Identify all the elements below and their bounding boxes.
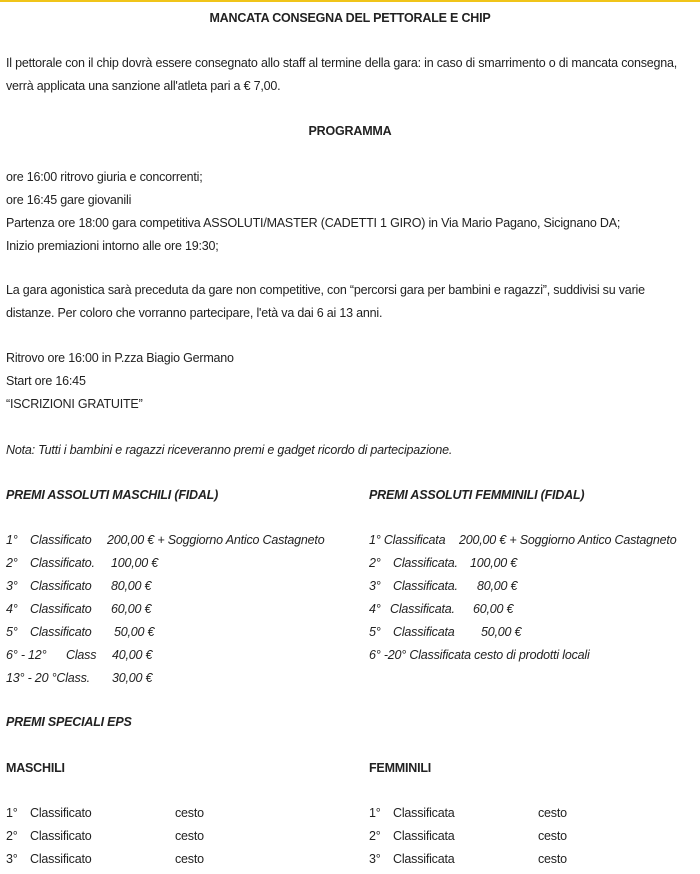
chip-section-text: Il pettorale con il chip dovrà essere consegnato allo staff al termine della gara: in caso di smarrimento o di mancata consegna, verrà applicata una sanzione all'atleta pari a € 7,00. [6, 56, 678, 93]
programma-title: PROGRAMMA [308, 124, 392, 138]
programma-line: ore 16:45 gare giovanili [6, 193, 132, 207]
programma-line: ore 16:00 ritrovo giuria e concorrenti; [6, 170, 203, 184]
eps-male-title: MASCHILI [6, 761, 65, 775]
programma-line: Inizio premiazioni intorno alle ore 19:30; [6, 239, 219, 253]
programma-line: Partenza ore 18:00 gara competitiva ASSOLUTI/MASTER (CADETTI 1 GIRO) in Via Mario Pagano, Sicignano DA; [6, 216, 621, 230]
eps-female-title: FEMMINILI [369, 761, 432, 775]
chip-section-title: MANCATA CONSEGNA DEL PETTORALE E CHIP [209, 11, 491, 25]
eps-prizes-title: PREMI SPECIALI EPS [6, 715, 132, 729]
top-accent-bar [0, 0, 700, 2]
youth-line: Start ore 16:45 [6, 374, 86, 388]
female-prizes-title: PREMI ASSOLUTI FEMMINILI (FIDAL) [369, 488, 585, 502]
youth-line: “ISCRIZIONI GRATUITE” [6, 397, 143, 411]
youth-line: Ritrovo ore 16:00 in P.zza Biagio Germano [6, 351, 234, 365]
note-text: Nota: Tutti i bambini e ragazzi riceveranno premi e gadget ricordo di partecipazione. [6, 443, 453, 457]
male-prizes-title: PREMI ASSOLUTI MASCHILI (FIDAL) [6, 488, 219, 502]
youth-race-text: La gara agonistica sarà preceduta da gare non competitive, con “percorsi gara per bambini e ragazzi”, suddivisi su varie distanze. Per coloro che vorranno partecipare, l'età va dai 6 ai 13 anni. [6, 283, 645, 320]
